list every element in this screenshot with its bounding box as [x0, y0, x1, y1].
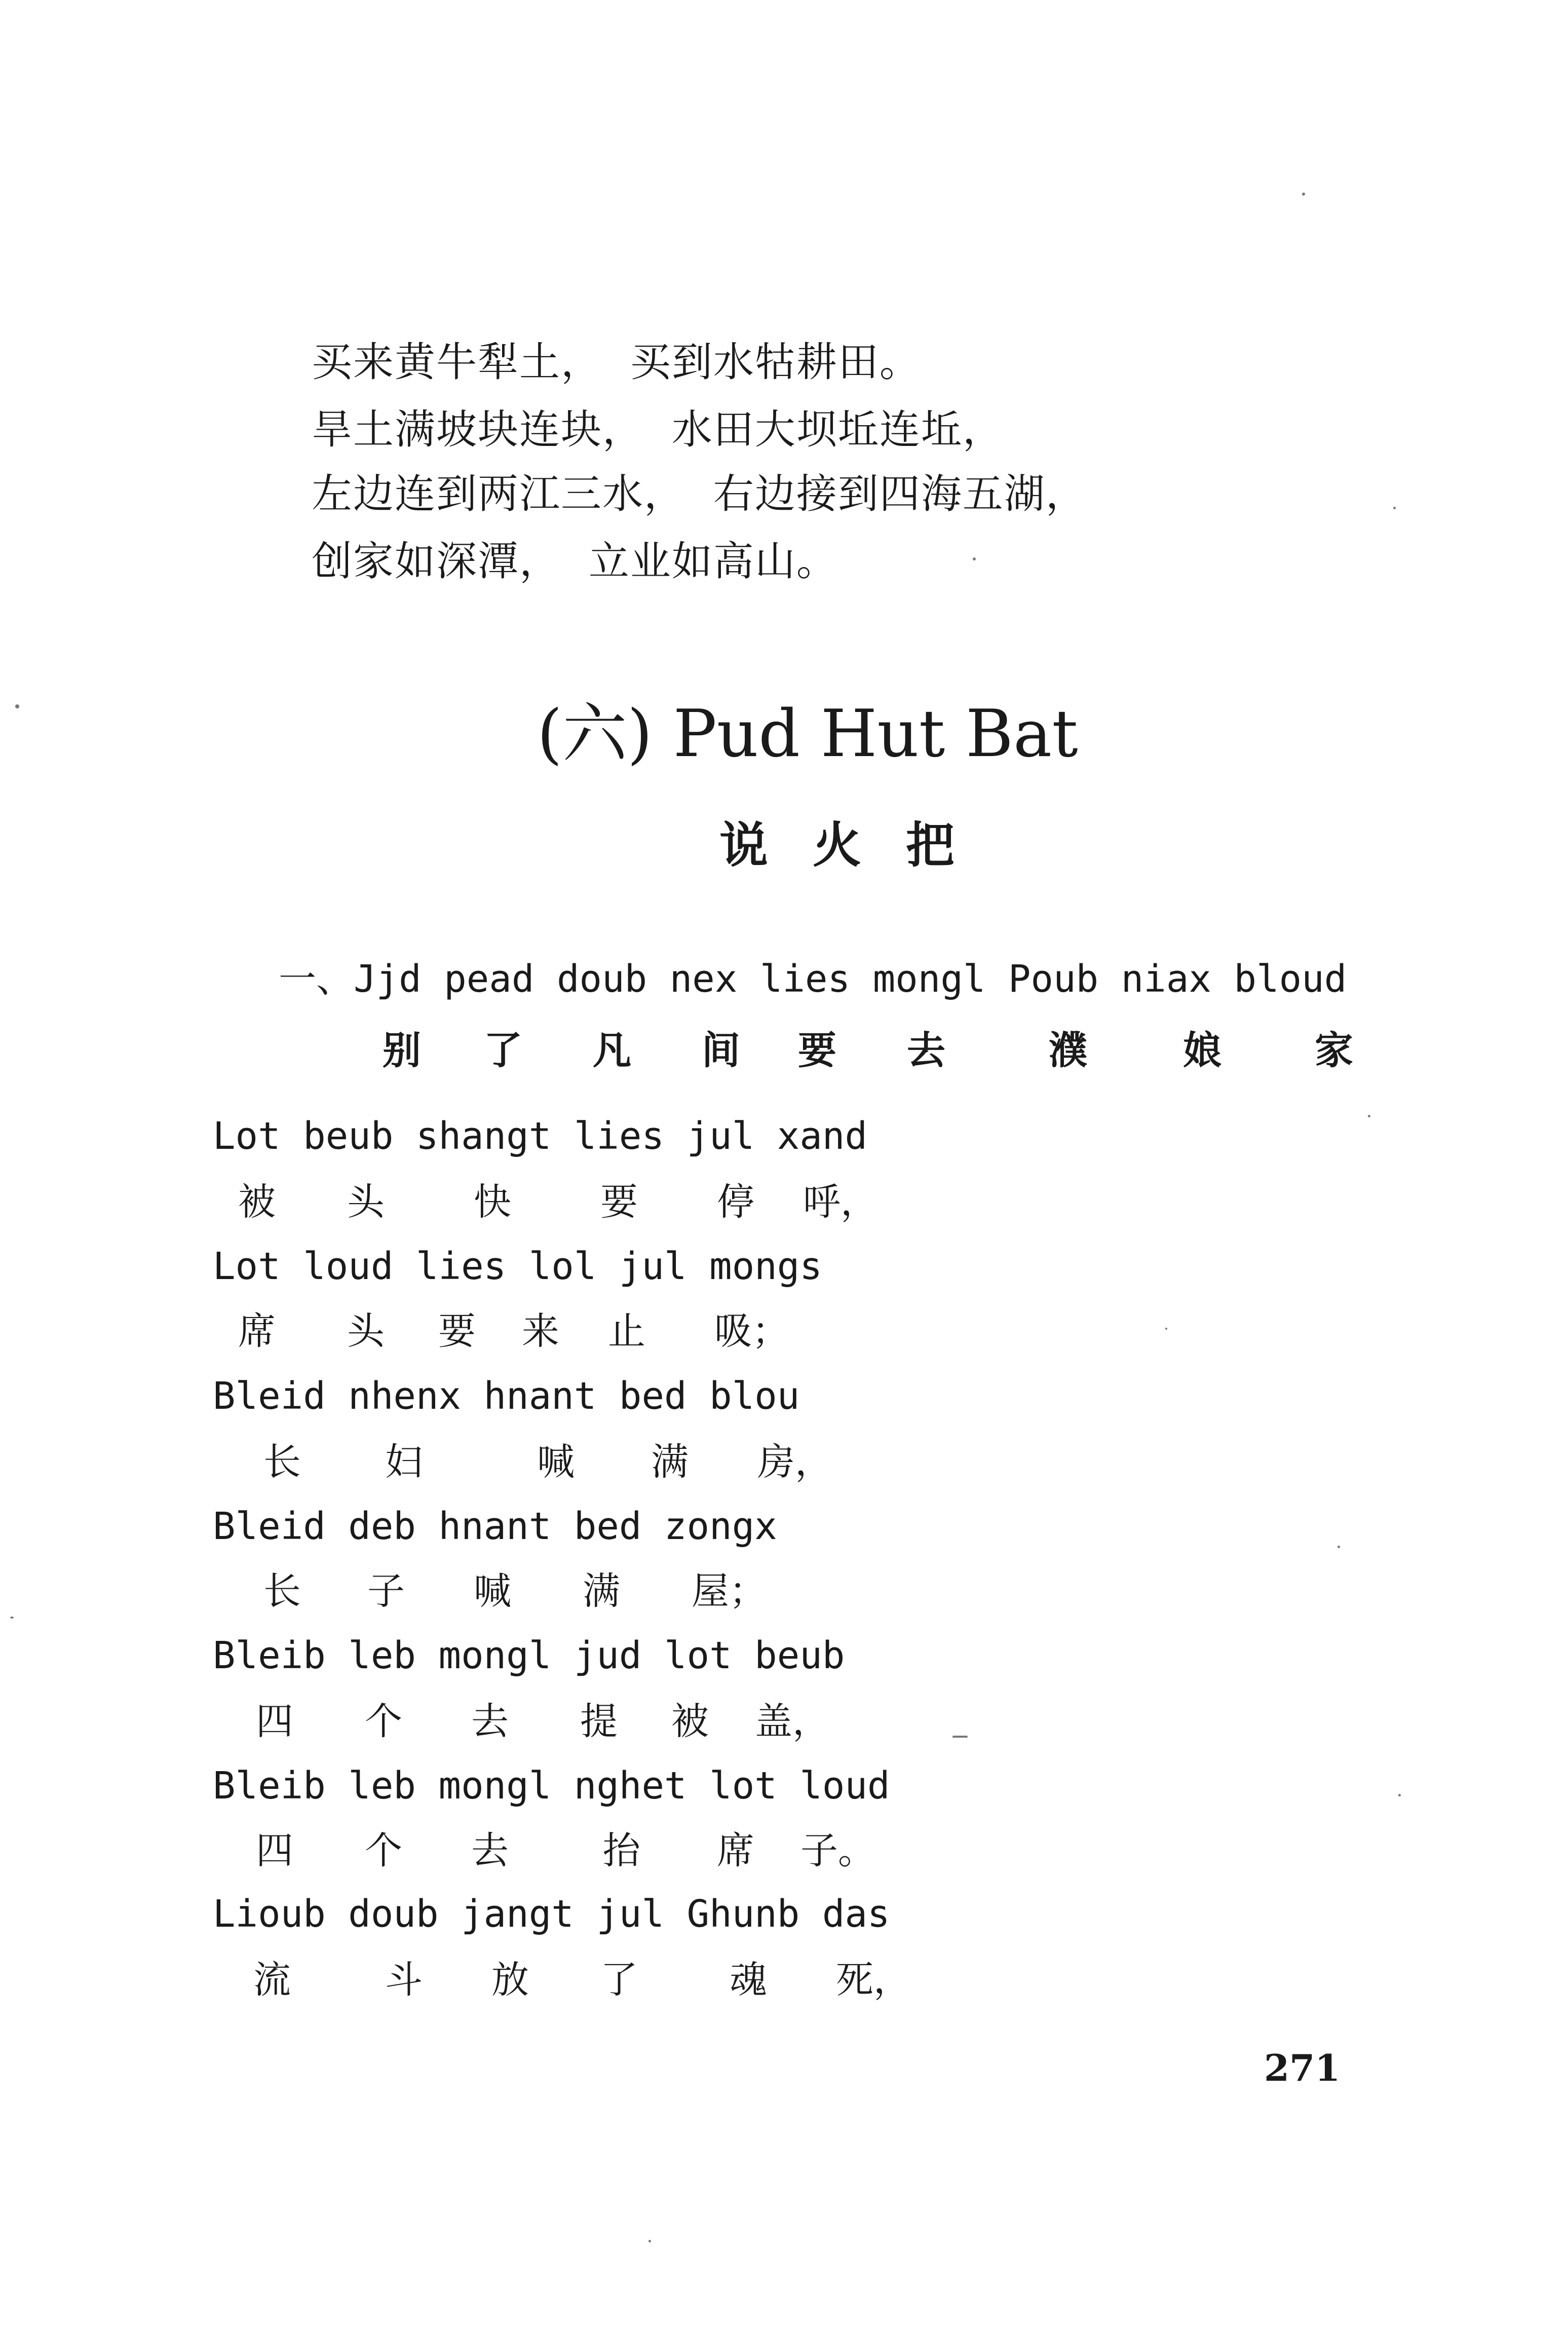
- verse-char: 吸；: [714, 1309, 789, 1353]
- verse-char: 喊: [474, 1569, 511, 1613]
- verse-char: 子。: [800, 1829, 875, 1872]
- verse-char: 停: [717, 1180, 754, 1224]
- verse-char: 长: [263, 1569, 301, 1613]
- verse-char: 放: [491, 1958, 529, 2002]
- scan-speck: [1398, 1794, 1401, 1796]
- verse-char: 满: [651, 1440, 689, 1484]
- verse-char: 席: [717, 1829, 754, 1872]
- page-number: 271: [1264, 2046, 1341, 2089]
- verse-char: 个: [365, 1829, 402, 1872]
- scan-speck: [1165, 1328, 1167, 1330]
- verse-char: 流: [253, 1958, 291, 2002]
- poem-line-3: 左边连到两江三水， 右边接到四海五湖，: [312, 470, 1087, 517]
- scan-speck: [10, 1617, 14, 1619]
- verse-char: 四: [256, 1700, 293, 1743]
- verse-char: 魂: [730, 1958, 767, 2002]
- subsection-word: 娘: [1183, 1028, 1221, 1073]
- verse-char: 止: [608, 1309, 645, 1353]
- subsection-word: 家: [1315, 1028, 1353, 1073]
- verse-char: 喊: [537, 1440, 575, 1484]
- verse-char: 呼，: [803, 1180, 878, 1224]
- verse-latin-line: Bleib leb mongl jud lot beub: [213, 1634, 845, 1677]
- scan-speck: [1368, 1115, 1370, 1117]
- poem-line-4: 创家如深潭， 立业如高山。: [312, 538, 838, 585]
- section-subtitle: 说火把: [719, 816, 999, 874]
- verse-char: 被: [238, 1180, 276, 1224]
- scan-speck: [648, 2240, 651, 2242]
- verse-char: 斗: [385, 1958, 423, 2002]
- verse-char: 头: [347, 1180, 385, 1224]
- poem-line-2: 旱土满坡块连块， 水田大坝坵连坵，: [312, 406, 1004, 453]
- verse-char: 去: [471, 1700, 509, 1743]
- subsection-latin-title: 一、Jjd pead doub nex lies mongl Poub niax bloud: [279, 957, 1347, 1001]
- scan-speck: [1393, 507, 1396, 509]
- verse-latin-line: Bleid deb hnant bed zongx: [213, 1505, 777, 1548]
- section-heading: (六) Pud Hut Bat: [537, 696, 1078, 772]
- verse-latin-line: Lot beub shangt lies jul xand: [213, 1114, 868, 1158]
- subsection-word: 凡: [593, 1028, 631, 1073]
- verse-char: 满: [583, 1569, 620, 1613]
- scan-speck: [15, 704, 19, 708]
- subsection-word: 间: [702, 1028, 740, 1073]
- scan-speck: [1337, 1546, 1340, 1548]
- verse-char: 要: [600, 1180, 638, 1224]
- verse-char: 快: [474, 1180, 511, 1224]
- verse-char: 被: [671, 1700, 709, 1743]
- subsection-word: 去: [907, 1028, 945, 1073]
- verse-char: 四: [256, 1829, 293, 1872]
- verse-char: 来: [522, 1309, 559, 1353]
- verse-char: 房，: [757, 1440, 832, 1484]
- verse-char: 死，: [836, 1958, 911, 2002]
- subsection-word: 别: [383, 1028, 421, 1073]
- verse-char: 头: [347, 1309, 385, 1353]
- verse-latin-line: Bleid nhenx hnant bed blou: [213, 1374, 800, 1418]
- verse-char: 屋；: [692, 1569, 767, 1613]
- verse-char: 抬: [603, 1829, 640, 1872]
- verse-char: 去: [471, 1829, 509, 1872]
- subsection-word: 要: [798, 1028, 836, 1073]
- verse-latin-line: Bleib leb mongl nghet lot loud: [213, 1764, 890, 1808]
- verse-char: 了: [600, 1958, 638, 2002]
- verse-char: 提: [580, 1700, 618, 1743]
- subsection-word: 濮: [1049, 1028, 1087, 1073]
- verse-char: 妇: [385, 1440, 423, 1484]
- verse-latin-line: Lioub doub jangt jul Ghunb das: [213, 1892, 890, 1936]
- verse-char: 个: [365, 1700, 402, 1743]
- scan-speck: [973, 557, 976, 560]
- verse-latin-line: Lot loud lies lol jul mongs: [213, 1245, 822, 1288]
- verse-char: 子: [367, 1569, 405, 1613]
- poem-line-1: 买来黄牛犁土， 买到水牯耕田。: [312, 339, 921, 386]
- verse-char: 盖，: [755, 1700, 830, 1743]
- verse-char: 席: [238, 1309, 276, 1353]
- verse-char: 长: [263, 1440, 301, 1484]
- verse-char: 要: [438, 1309, 476, 1353]
- scan-speck: [1302, 193, 1305, 196]
- subsection-word: 了: [484, 1028, 522, 1073]
- scan-speck: [952, 1736, 968, 1738]
